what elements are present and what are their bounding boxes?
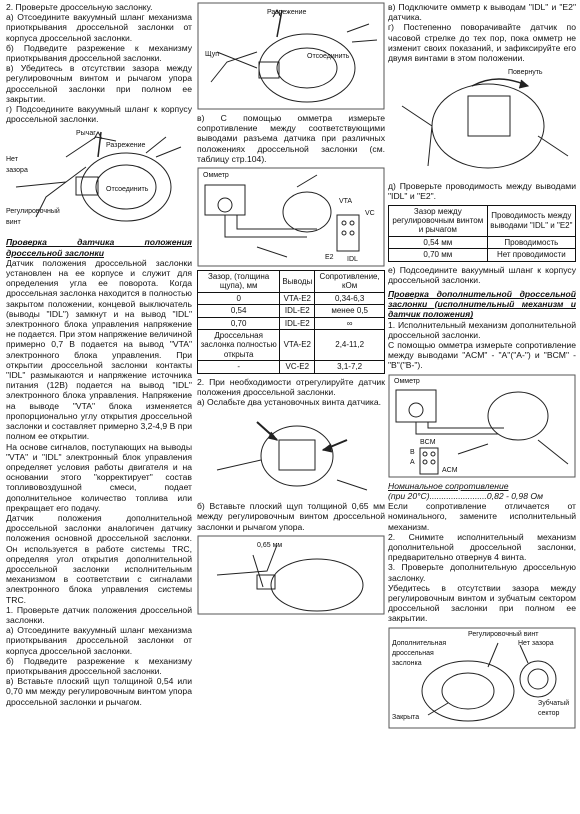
step-text: б) Подведите разрежение к механизму приоткрывания дроссельной заслонки. — [6, 655, 192, 676]
step-text: 2. Проверьте дроссельную заслонку. — [6, 2, 153, 12]
gap-gauge-drawing — [197, 535, 385, 615]
step-text: а) Отсоедините вакуумный шланг механизма приоткрывания дроссельной заслонки от корпуса дроссельной заслонки. — [6, 12, 192, 43]
column-right — [388, 2, 576, 732]
table-row — [389, 236, 576, 248]
table-cell: менее 0,5 — [315, 305, 385, 317]
figure-label: Зубчатый сектор — [538, 699, 570, 717]
figure-label: Повернуть — [508, 69, 543, 77]
table-cell: IDL-E2 — [280, 305, 315, 317]
table-header-cell: Выводы — [280, 271, 315, 293]
step-text: а) Ослабьте два установочных винта датчика. — [197, 397, 382, 408]
figure-label: Отсоединить — [307, 53, 350, 60]
table-row — [198, 361, 385, 373]
table-cell: 0,54 — [198, 305, 280, 317]
table-cell: Проводимость — [487, 236, 575, 248]
resistance-table — [197, 270, 385, 374]
figure-label: VTA — [339, 198, 353, 206]
figure-throttle-lever — [6, 127, 192, 233]
step-text: 1. Проверьте датчик положения дроссельной заслонки. — [6, 604, 192, 625]
section-title: Проверка датчика положения дроссельной заслонки — [6, 237, 192, 258]
figure-gap-065 — [197, 535, 385, 615]
figure-label: Отсоединить — [106, 186, 149, 194]
step-text: б) Подведите разрежение к механизму приоткрывания дроссельной заслонки. — [6, 42, 192, 64]
nominal-value: (при 20°С)........................0,82 - 0,98 Ом — [388, 490, 543, 501]
ohmmeter-sensor-drawing — [197, 167, 385, 267]
step-text: в) Подключите омметр к выводам "IDL" и "E2" датчика. — [388, 2, 576, 23]
figure-label: ACM — [442, 466, 458, 474]
table-row — [198, 305, 385, 317]
table-row — [198, 317, 385, 329]
step-text: г) Подсоедините вакуумный шланг к корпусу дроссельной заслонки. — [6, 104, 192, 125]
figure-label: Нет зазора — [6, 156, 28, 174]
table-cell: VTA-E2 — [280, 292, 315, 304]
step-text: г) Постепенно поворачивайте датчик по часовой стрелке до тех пор, пока омметр не изменит своих показаний, и зафиксируйте его двумя винтами в этом положении. — [388, 22, 576, 64]
figure-label: Регулировочный винт — [6, 208, 60, 226]
step-text: б) Вставьте плоский щуп толщиной 0,65 мм между регулировочным винтом дроссельной заслонки и рычагом упора. — [197, 501, 385, 532]
step-text: в) Убедитесь в отсутствии зазора между регулировочным винтом и рычагом упора дроссельной заслонки при полном ее закрытии. — [6, 63, 192, 104]
step-text: 1. Исполнительный механизм дополнительной дроссельной заслонки. — [388, 319, 576, 340]
step-text: д) Проверьте проводимость между выводами "IDL" и "E2". — [388, 181, 576, 202]
figure-actuator-ohmmeter — [388, 374, 576, 478]
step-text: С помощью омметра измерьте сопротивление между выводами "ACM" - "A"("A-") и "BCM" - "B"("B-"). — [388, 340, 576, 371]
nominal-label: Номинальное сопротивление — [388, 480, 509, 491]
step-text: е) Подсоедините вакуумный шланг к корпусу дроссельной заслонки. — [388, 264, 576, 285]
table-cell: Дроссельная заслонка полностью открыта — [198, 330, 280, 361]
actuator-ohmmeter-drawing — [388, 374, 576, 478]
figure-label: E2 — [325, 254, 334, 262]
step-text: 3. Проверьте дополнительную дроссельную заслонку. — [388, 562, 576, 583]
column-middle — [197, 2, 385, 618]
section-title: Проверка дополнительной дроссельной заслонки (исполнительный механизм и датчик положения) — [388, 289, 576, 320]
figure-feeler-gauge — [197, 2, 385, 110]
step-text: а) Отсоедините вакуумный шланг механизма приоткрывания дроссельной заслонки от корпуса дроссельной заслонки. — [6, 625, 192, 656]
table-cell: 0,70 — [198, 317, 280, 329]
figure-label: Закрыта — [392, 713, 420, 721]
figure-label: Омметр — [203, 172, 229, 180]
step-text: 2. При необходимости отрегулируйте датчик положения дроссельной заслонки. — [197, 376, 385, 397]
step-text: в) Вставьте плоский щуп толщиной 0,54 или 0,70 мм между регулировочным винтом упора дроссельной заслонки и рычагом. — [6, 676, 192, 707]
figure-label: Нет зазора — [518, 639, 554, 647]
figure-label: A — [410, 458, 415, 466]
figure-label: Разрежение — [267, 9, 307, 16]
step-text: Убедитесь в отсутствии зазора между регулировочным винтом и зубчатым сектором дроссельной заслонки при полном ее закрытии. — [388, 582, 576, 624]
figure-label: 0,65 мм — [257, 541, 283, 549]
table-cell: VC-E2 — [280, 361, 315, 373]
figure-label: IDL — [347, 256, 358, 264]
body-text: Датчик положения дополнительной дроссельной заслонки аналогичен датчику положения основной дроссельной заслонки. Он используется в работе системы TRC, определяя угол открытия дополнительной дроссельной заслонки исполнительным механизмом в соответствии с сигналами электронного блока управления системы TRC. — [6, 512, 192, 605]
figure-set-screws — [197, 410, 385, 498]
table-header-cell: Зазор между регулировочным винтом и рычагом — [389, 205, 488, 236]
table-cell: 0,70 мм — [389, 249, 488, 261]
table-header-row — [198, 271, 385, 293]
table-row — [389, 249, 576, 261]
table-header-row — [389, 205, 576, 236]
figure-sub-throttle — [388, 627, 576, 729]
table-cell: 0,54 мм — [389, 236, 488, 248]
figure-label: Омметр — [394, 377, 420, 385]
rotate-sensor-drawing — [388, 66, 576, 178]
table-cell: 3,1-7,2 — [315, 361, 385, 373]
figure-label: Дополнительная дроссельная заслонка — [392, 639, 447, 667]
table-cell: Нет проводимости — [487, 249, 575, 261]
table-cell: 0 — [198, 292, 280, 304]
table-header-cell: Зазор, (толщина щупа), мм — [198, 271, 280, 293]
continuity-table — [388, 205, 576, 262]
figure-label: VC — [365, 210, 375, 218]
figure-label: Разрежение — [106, 142, 146, 150]
table-cell: 0,34-6,3 — [315, 292, 385, 304]
table-header-cell: Проводимость между выводами "IDL" и "E2" — [487, 205, 575, 236]
figure-label: Рычаг — [76, 130, 96, 138]
table-row — [198, 330, 385, 361]
table-row — [198, 292, 385, 304]
table-cell: 2,4-11,2 — [315, 330, 385, 361]
step-text: в) С помощью омметра измерьте сопротивление между соответствующими выводами разъема датчика при различных положениях дроссельной заслонки (см. таблицу стр.104). — [197, 113, 385, 164]
table-cell: ∞ — [315, 317, 385, 329]
set-screws-drawing — [197, 410, 385, 498]
table-cell: - — [198, 361, 280, 373]
figure-label: Щуп — [205, 51, 220, 58]
column-left — [6, 2, 192, 707]
body-text: На основе сигналов, поступающих на выводы "VTA" и "IDL" электронный блок управления определяет условия работы двигателя и на основании этого "корректирует" состав топливовоздушной смеси, подает дополнительное количество топлива или прекращает его подачу. — [6, 441, 192, 513]
figure-label: B — [410, 448, 415, 456]
step-text: 2. Снимите исполнительный механизм дополнительной дроссельной заслонки, предварительно отвернув 4 винта. — [388, 531, 576, 563]
step-text: Если сопротивление отличается от номинального, замените исполнительный механизм. — [388, 501, 576, 532]
body-text: Датчик положения дроссельной заслонки установлен на ее корпусе и служит для определения угла ее поворота. Когда дроссельная заслонка находится в полностью закрытом положении, концевой выключатель (выводы "IDL") замкнут и на вывод "IDL" электронного блока управления напряжение не подается. При этом напряжение величиной примерно 0,7 В подается на вывод "VTA" электронного блока управления. При открытии дроссельной заслонки контакты "IDL" размыкаются и напряжение источника питания (12В) подается на вывод "IDL" электронного блока управления. Напряжение на выводе "VTA" блока изменяется пропорционально углу открытия дроссельной заслонки и составляет примерно 3,2-4,9 В при полном ее открытии. — [6, 257, 192, 442]
table-header-cell: Сопротивление, кОм — [315, 271, 385, 293]
figure-label: BCM — [420, 438, 436, 446]
table-cell: IDL-E2 — [280, 317, 315, 329]
figure-label: Регулировочный винт — [468, 630, 539, 638]
figure-ohmmeter-sensor — [197, 167, 385, 267]
table-cell: VTA-E2 — [280, 330, 315, 361]
figure-rotate-sensor — [388, 66, 576, 178]
